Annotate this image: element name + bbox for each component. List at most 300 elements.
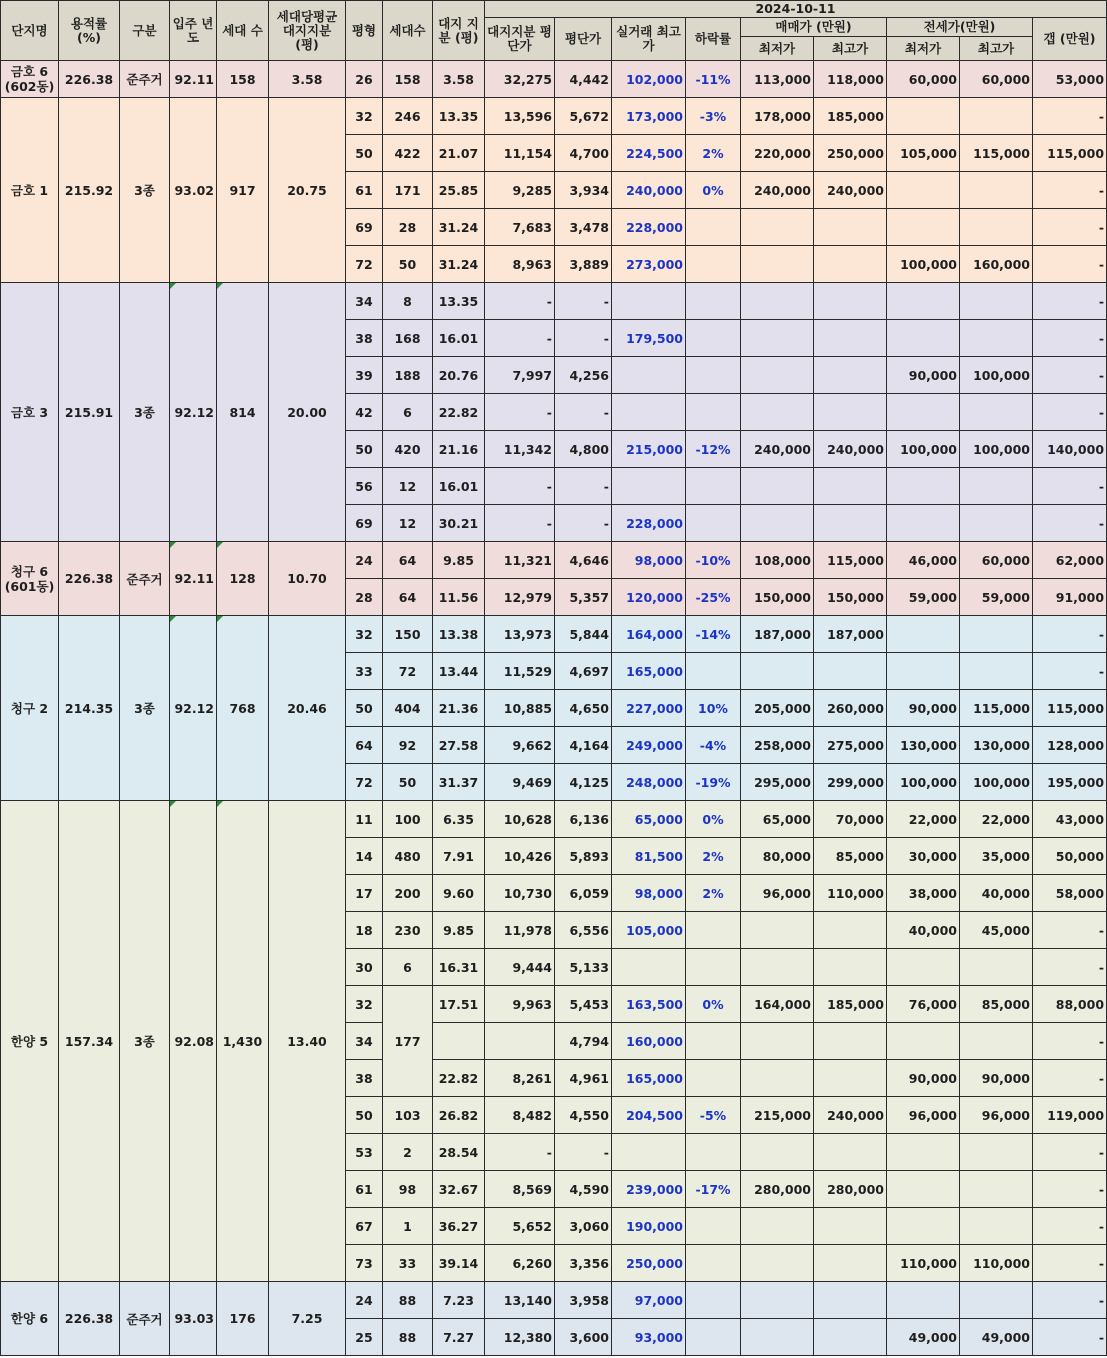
count-cell[interactable]: 158 — [383, 61, 433, 98]
land-cell[interactable]: 21.16 — [433, 431, 485, 468]
floor-area-ratio-cell[interactable]: 157.34 — [59, 801, 120, 1282]
land-cell[interactable]: 26.82 — [433, 1097, 485, 1134]
gap-cell[interactable]: 88,000 — [1033, 986, 1107, 1023]
household-units-cell[interactable]: 176 — [217, 1282, 269, 1356]
land-price-cell[interactable]: 10,426 — [485, 838, 555, 875]
complex-name-cell[interactable]: 청구 2 — [1, 616, 59, 801]
sale-low-cell[interactable]: 80,000 — [741, 838, 814, 875]
max-trade-cell[interactable]: 173,000 — [612, 98, 686, 135]
count-cell[interactable]: 64 — [383, 579, 433, 616]
size-cell[interactable]: 64 — [346, 727, 383, 764]
gap-cell[interactable]: 62,000 — [1033, 542, 1107, 579]
size-cell[interactable]: 39 — [346, 357, 383, 394]
land-price-cell[interactable]: 8,482 — [485, 1097, 555, 1134]
land-cell[interactable]: 13.35 — [433, 98, 485, 135]
max-trade-cell[interactable] — [612, 357, 686, 394]
avg-land-share-cell[interactable]: 20.46 — [269, 616, 346, 801]
pyeong-price-cell[interactable]: 4,697 — [555, 653, 612, 690]
land-price-cell[interactable]: 9,963 — [485, 986, 555, 1023]
land-price-cell[interactable]: - — [485, 1134, 555, 1171]
floor-area-ratio-cell[interactable]: 215.91 — [59, 283, 120, 542]
sale-high-cell[interactable] — [814, 357, 887, 394]
header-floor-area-ratio[interactable]: 용적률 (%) — [59, 1, 120, 61]
jeonse-high-cell[interactable] — [960, 209, 1033, 246]
zoning-type-cell[interactable]: 준주거 — [120, 1282, 170, 1356]
sale-low-cell[interactable]: 108,000 — [741, 542, 814, 579]
count-cell[interactable]: 12 — [383, 505, 433, 542]
gap-cell[interactable]: 91,000 — [1033, 579, 1107, 616]
jeonse-high-cell[interactable] — [960, 320, 1033, 357]
land-price-cell[interactable] — [485, 1023, 555, 1060]
pyeong-price-cell[interactable]: 3,356 — [555, 1245, 612, 1282]
pyeong-price-cell[interactable]: 4,794 — [555, 1023, 612, 1060]
pyeong-price-cell[interactable]: 4,650 — [555, 690, 612, 727]
size-cell[interactable]: 30 — [346, 949, 383, 986]
move-in-year-cell[interactable]: 92.12 — [170, 283, 217, 542]
sale-low-cell[interactable] — [741, 1245, 814, 1282]
drop-rate-cell[interactable] — [686, 949, 741, 986]
size-cell[interactable]: 50 — [346, 690, 383, 727]
jeonse-low-cell[interactable]: 46,000 — [887, 542, 960, 579]
max-trade-cell[interactable]: 160,000 — [612, 1023, 686, 1060]
land-price-cell[interactable]: 8,261 — [485, 1060, 555, 1097]
header-pyeong-price[interactable]: 평단가 — [555, 18, 612, 61]
land-price-cell[interactable]: - — [485, 320, 555, 357]
jeonse-high-cell[interactable] — [960, 172, 1033, 209]
land-price-cell[interactable]: - — [485, 283, 555, 320]
size-cell[interactable]: 73 — [346, 1245, 383, 1282]
count-cell[interactable]: 246 — [383, 98, 433, 135]
gap-cell[interactable]: - — [1033, 357, 1107, 394]
max-trade-cell[interactable]: 165,000 — [612, 653, 686, 690]
land-cell[interactable]: 9.85 — [433, 912, 485, 949]
move-in-year-cell[interactable]: 93.03 — [170, 1282, 217, 1356]
gap-cell[interactable]: - — [1033, 912, 1107, 949]
jeonse-high-cell[interactable]: 115,000 — [960, 690, 1033, 727]
sale-high-cell[interactable] — [814, 1319, 887, 1356]
header-household-units[interactable]: 세대 수 — [217, 1, 269, 61]
max-trade-cell[interactable]: 227,000 — [612, 690, 686, 727]
land-price-cell[interactable]: 11,321 — [485, 542, 555, 579]
jeonse-high-cell[interactable]: 130,000 — [960, 727, 1033, 764]
drop-rate-cell[interactable] — [686, 1134, 741, 1171]
max-trade-cell[interactable]: 105,000 — [612, 912, 686, 949]
land-cell[interactable]: 20.76 — [433, 357, 485, 394]
sale-low-cell[interactable]: 240,000 — [741, 172, 814, 209]
jeonse-high-cell[interactable]: 110,000 — [960, 1245, 1033, 1282]
sale-high-cell[interactable] — [814, 1060, 887, 1097]
land-cell[interactable]: 13.38 — [433, 616, 485, 653]
sale-low-cell[interactable] — [741, 283, 814, 320]
land-cell[interactable]: 25.85 — [433, 172, 485, 209]
sale-high-cell[interactable] — [814, 1134, 887, 1171]
sale-low-cell[interactable] — [741, 209, 814, 246]
jeonse-low-cell[interactable] — [887, 98, 960, 135]
complex-name-cell[interactable]: 청구 6 (601동) — [1, 542, 59, 616]
jeonse-low-cell[interactable]: 90,000 — [887, 357, 960, 394]
gap-cell[interactable]: - — [1033, 1319, 1107, 1356]
gap-cell[interactable]: - — [1033, 1060, 1107, 1097]
max-trade-cell[interactable]: 190,000 — [612, 1208, 686, 1245]
jeonse-high-cell[interactable] — [960, 1023, 1033, 1060]
count-cell[interactable]: 2 — [383, 1134, 433, 1171]
land-price-cell[interactable]: 13,596 — [485, 98, 555, 135]
sale-low-cell[interactable]: 295,000 — [741, 764, 814, 801]
zoning-type-cell[interactable]: 3종 — [120, 283, 170, 542]
land-cell[interactable]: 16.01 — [433, 468, 485, 505]
land-cell[interactable]: 11.56 — [433, 579, 485, 616]
max-trade-cell[interactable]: 250,000 — [612, 1245, 686, 1282]
count-cell[interactable]: 420 — [383, 431, 433, 468]
land-price-cell[interactable]: 8,569 — [485, 1171, 555, 1208]
floor-area-ratio-cell[interactable]: 215.92 — [59, 98, 120, 283]
jeonse-high-cell[interactable]: 60,000 — [960, 61, 1033, 98]
pyeong-price-cell[interactable]: 6,136 — [555, 801, 612, 838]
header-land-share[interactable]: 대지 지분 (평) — [433, 1, 485, 61]
avg-land-share-cell[interactable]: 3.58 — [269, 61, 346, 98]
jeonse-high-cell[interactable]: 45,000 — [960, 912, 1033, 949]
size-cell[interactable]: 61 — [346, 172, 383, 209]
gap-cell[interactable]: - — [1033, 1134, 1107, 1171]
land-cell[interactable]: 22.82 — [433, 394, 485, 431]
header-date[interactable]: 2024-10-11 — [485, 1, 1107, 18]
pyeong-price-cell[interactable]: 4,646 — [555, 542, 612, 579]
count-cell[interactable]: 188 — [383, 357, 433, 394]
land-price-cell[interactable]: - — [485, 505, 555, 542]
jeonse-high-cell[interactable]: 90,000 — [960, 1060, 1033, 1097]
pyeong-price-cell[interactable]: 4,550 — [555, 1097, 612, 1134]
land-cell[interactable]: 7.27 — [433, 1319, 485, 1356]
complex-name-cell[interactable]: 금호 3 — [1, 283, 59, 542]
land-cell[interactable]: 21.07 — [433, 135, 485, 172]
jeonse-low-cell[interactable]: 59,000 — [887, 579, 960, 616]
header-jeonse-low[interactable]: 최저가 — [887, 37, 960, 61]
jeonse-high-cell[interactable]: 85,000 — [960, 986, 1033, 1023]
drop-rate-cell[interactable] — [686, 653, 741, 690]
count-cell[interactable]: 150 — [383, 616, 433, 653]
jeonse-low-cell[interactable] — [887, 394, 960, 431]
jeonse-high-cell[interactable]: 115,000 — [960, 135, 1033, 172]
sale-low-cell[interactable] — [741, 1023, 814, 1060]
sale-high-cell[interactable]: 115,000 — [814, 542, 887, 579]
sale-high-cell[interactable]: 260,000 — [814, 690, 887, 727]
max-trade-cell[interactable]: 240,000 — [612, 172, 686, 209]
gap-cell[interactable]: 43,000 — [1033, 801, 1107, 838]
sale-high-cell[interactable]: 240,000 — [814, 431, 887, 468]
zoning-type-cell[interactable]: 준주거 — [120, 542, 170, 616]
sale-high-cell[interactable]: 280,000 — [814, 1171, 887, 1208]
drop-rate-cell[interactable]: -19% — [686, 764, 741, 801]
count-cell[interactable]: 33 — [383, 1245, 433, 1282]
gap-cell[interactable]: - — [1033, 394, 1107, 431]
pyeong-price-cell[interactable]: 4,125 — [555, 764, 612, 801]
pyeong-price-cell[interactable]: 3,958 — [555, 1282, 612, 1319]
jeonse-low-cell[interactable] — [887, 616, 960, 653]
gap-cell[interactable]: - — [1033, 209, 1107, 246]
count-cell[interactable]: 6 — [383, 394, 433, 431]
land-cell[interactable]: 6.35 — [433, 801, 485, 838]
sale-low-cell[interactable]: 220,000 — [741, 135, 814, 172]
jeonse-low-cell[interactable]: 105,000 — [887, 135, 960, 172]
header-sale-high[interactable]: 최고가 — [814, 37, 887, 61]
count-cell[interactable]: 422 — [383, 135, 433, 172]
land-price-cell[interactable]: 6,260 — [485, 1245, 555, 1282]
complex-name-cell[interactable]: 금호 1 — [1, 98, 59, 283]
pyeong-price-cell[interactable]: 3,889 — [555, 246, 612, 283]
jeonse-high-cell[interactable] — [960, 1171, 1033, 1208]
size-cell[interactable]: 34 — [346, 1023, 383, 1060]
pyeong-price-cell[interactable]: 6,556 — [555, 912, 612, 949]
sale-high-cell[interactable]: 185,000 — [814, 98, 887, 135]
drop-rate-cell[interactable]: -5% — [686, 1097, 741, 1134]
size-cell[interactable]: 11 — [346, 801, 383, 838]
land-cell[interactable]: 13.35 — [433, 283, 485, 320]
gap-cell[interactable]: - — [1033, 320, 1107, 357]
size-cell[interactable]: 24 — [346, 1282, 383, 1319]
land-price-cell[interactable]: 12,380 — [485, 1319, 555, 1356]
pyeong-price-cell[interactable]: 4,590 — [555, 1171, 612, 1208]
gap-cell[interactable]: 119,000 — [1033, 1097, 1107, 1134]
jeonse-high-cell[interactable] — [960, 283, 1033, 320]
max-trade-cell[interactable] — [612, 394, 686, 431]
jeonse-low-cell[interactable]: 49,000 — [887, 1319, 960, 1356]
land-price-cell[interactable]: 11,978 — [485, 912, 555, 949]
land-cell[interactable]: 31.24 — [433, 209, 485, 246]
land-price-cell[interactable]: 9,662 — [485, 727, 555, 764]
pyeong-price-cell[interactable]: 5,453 — [555, 986, 612, 1023]
land-price-cell[interactable]: 12,979 — [485, 579, 555, 616]
sale-high-cell[interactable] — [814, 283, 887, 320]
jeonse-low-cell[interactable] — [887, 209, 960, 246]
sale-high-cell[interactable]: 275,000 — [814, 727, 887, 764]
jeonse-low-cell[interactable]: 22,000 — [887, 801, 960, 838]
sale-low-cell[interactable]: 258,000 — [741, 727, 814, 764]
size-cell[interactable]: 72 — [346, 764, 383, 801]
drop-rate-cell[interactable]: 0% — [686, 986, 741, 1023]
land-cell[interactable]: 28.54 — [433, 1134, 485, 1171]
gap-cell[interactable]: - — [1033, 468, 1107, 505]
max-trade-cell[interactable]: 98,000 — [612, 875, 686, 912]
complex-name-cell[interactable]: 한양 6 — [1, 1282, 59, 1356]
sale-high-cell[interactable]: 70,000 — [814, 801, 887, 838]
size-cell[interactable]: 53 — [346, 1134, 383, 1171]
land-cell[interactable]: 16.31 — [433, 949, 485, 986]
max-trade-cell[interactable] — [612, 468, 686, 505]
land-cell[interactable]: 9.60 — [433, 875, 485, 912]
jeonse-low-cell[interactable] — [887, 468, 960, 505]
count-cell[interactable]: 88 — [383, 1319, 433, 1356]
land-price-cell[interactable]: 8,963 — [485, 246, 555, 283]
pyeong-price-cell[interactable]: 4,800 — [555, 431, 612, 468]
count-cell[interactable]: 1 — [383, 1208, 433, 1245]
sale-high-cell[interactable] — [814, 653, 887, 690]
pyeong-price-cell[interactable]: 4,442 — [555, 61, 612, 98]
household-units-cell[interactable]: 128 — [217, 542, 269, 616]
header-drop-rate[interactable]: 하락률 — [686, 18, 741, 61]
land-cell[interactable]: 7.23 — [433, 1282, 485, 1319]
drop-rate-cell[interactable]: -4% — [686, 727, 741, 764]
jeonse-high-cell[interactable] — [960, 1134, 1033, 1171]
pyeong-price-cell[interactable]: 5,357 — [555, 579, 612, 616]
complex-name-cell[interactable]: 한양 5 — [1, 801, 59, 1282]
drop-rate-cell[interactable] — [686, 1245, 741, 1282]
jeonse-low-cell[interactable]: 38,000 — [887, 875, 960, 912]
size-cell[interactable]: 17 — [346, 875, 383, 912]
count-cell[interactable]: 50 — [383, 764, 433, 801]
gap-cell[interactable]: - — [1033, 283, 1107, 320]
sale-low-cell[interactable]: 96,000 — [741, 875, 814, 912]
max-trade-cell[interactable] — [612, 1134, 686, 1171]
land-price-cell[interactable]: - — [485, 394, 555, 431]
pyeong-price-cell[interactable]: - — [555, 468, 612, 505]
gap-cell[interactable]: - — [1033, 98, 1107, 135]
max-trade-cell[interactable]: 215,000 — [612, 431, 686, 468]
land-cell[interactable]: 32.67 — [433, 1171, 485, 1208]
sale-low-cell[interactable] — [741, 1134, 814, 1171]
drop-rate-cell[interactable]: 2% — [686, 135, 741, 172]
jeonse-high-cell[interactable]: 40,000 — [960, 875, 1033, 912]
move-in-year-cell[interactable]: 92.12 — [170, 616, 217, 801]
max-trade-cell[interactable]: 228,000 — [612, 209, 686, 246]
gap-cell[interactable]: 53,000 — [1033, 61, 1107, 98]
max-trade-cell[interactable]: 102,000 — [612, 61, 686, 98]
max-trade-cell[interactable]: 273,000 — [612, 246, 686, 283]
land-cell[interactable]: 30.21 — [433, 505, 485, 542]
pyeong-price-cell[interactable]: - — [555, 505, 612, 542]
max-trade-cell[interactable] — [612, 949, 686, 986]
pyeong-price-cell[interactable]: 4,700 — [555, 135, 612, 172]
max-trade-cell[interactable]: 179,500 — [612, 320, 686, 357]
avg-land-share-cell[interactable]: 20.75 — [269, 98, 346, 283]
count-cell[interactable]: 171 — [383, 172, 433, 209]
jeonse-low-cell[interactable] — [887, 949, 960, 986]
jeonse-high-cell[interactable] — [960, 653, 1033, 690]
sale-high-cell[interactable] — [814, 246, 887, 283]
zoning-type-cell[interactable]: 3종 — [120, 98, 170, 283]
jeonse-high-cell[interactable]: 22,000 — [960, 801, 1033, 838]
pyeong-price-cell[interactable]: - — [555, 320, 612, 357]
sale-low-cell[interactable]: 240,000 — [741, 431, 814, 468]
gap-cell[interactable]: - — [1033, 1171, 1107, 1208]
drop-rate-cell[interactable] — [686, 912, 741, 949]
sale-low-cell[interactable] — [741, 1208, 814, 1245]
max-trade-cell[interactable]: 163,500 — [612, 986, 686, 1023]
land-price-cell[interactable]: 11,529 — [485, 653, 555, 690]
land-cell[interactable]: 13.44 — [433, 653, 485, 690]
jeonse-high-cell[interactable] — [960, 98, 1033, 135]
size-cell[interactable]: 69 — [346, 209, 383, 246]
gap-cell[interactable]: 140,000 — [1033, 431, 1107, 468]
drop-rate-cell[interactable]: -14% — [686, 616, 741, 653]
drop-rate-cell[interactable] — [686, 1023, 741, 1060]
jeonse-low-cell[interactable]: 90,000 — [887, 1060, 960, 1097]
sale-high-cell[interactable]: 240,000 — [814, 172, 887, 209]
jeonse-low-cell[interactable]: 110,000 — [887, 1245, 960, 1282]
header-sale-price[interactable]: 매매가 (만원) — [741, 18, 887, 37]
size-cell[interactable]: 32 — [346, 98, 383, 135]
size-cell[interactable]: 61 — [346, 1171, 383, 1208]
pyeong-price-cell[interactable]: 5,844 — [555, 616, 612, 653]
drop-rate-cell[interactable]: 0% — [686, 801, 741, 838]
sale-low-cell[interactable] — [741, 468, 814, 505]
count-cell[interactable]: 100 — [383, 801, 433, 838]
land-price-cell[interactable]: 7,683 — [485, 209, 555, 246]
sale-high-cell[interactable] — [814, 1208, 887, 1245]
floor-area-ratio-cell[interactable]: 214.35 — [59, 616, 120, 801]
drop-rate-cell[interactable]: -10% — [686, 542, 741, 579]
sale-low-cell[interactable] — [741, 357, 814, 394]
land-cell[interactable]: 3.58 — [433, 61, 485, 98]
gap-cell[interactable]: 128,000 — [1033, 727, 1107, 764]
count-cell[interactable]: 98 — [383, 1171, 433, 1208]
land-cell[interactable]: 27.58 — [433, 727, 485, 764]
sale-high-cell[interactable]: 110,000 — [814, 875, 887, 912]
max-trade-cell[interactable]: 228,000 — [612, 505, 686, 542]
sale-high-cell[interactable] — [814, 1282, 887, 1319]
max-trade-cell[interactable]: 204,500 — [612, 1097, 686, 1134]
sale-low-cell[interactable]: 280,000 — [741, 1171, 814, 1208]
header-pyeong-size[interactable]: 평형 — [346, 1, 383, 61]
gap-cell[interactable]: - — [1033, 1245, 1107, 1282]
land-price-cell[interactable]: 9,469 — [485, 764, 555, 801]
household-units-cell[interactable]: 158 — [217, 61, 269, 98]
count-cell[interactable]: 92 — [383, 727, 433, 764]
size-cell[interactable]: 72 — [346, 246, 383, 283]
gap-cell[interactable]: - — [1033, 505, 1107, 542]
zoning-type-cell[interactable]: 준주거 — [120, 61, 170, 98]
count-cell[interactable]: 6 — [383, 949, 433, 986]
sale-high-cell[interactable] — [814, 1245, 887, 1282]
sale-high-cell[interactable]: 118,000 — [814, 61, 887, 98]
size-cell[interactable]: 38 — [346, 1060, 383, 1097]
header-jeonse-price[interactable]: 전세가(만원) — [887, 18, 1033, 37]
drop-rate-cell[interactable] — [686, 320, 741, 357]
pyeong-price-cell[interactable]: 3,478 — [555, 209, 612, 246]
pyeong-price-cell[interactable]: 4,256 — [555, 357, 612, 394]
pyeong-price-cell[interactable]: 5,893 — [555, 838, 612, 875]
jeonse-low-cell[interactable] — [887, 1023, 960, 1060]
jeonse-high-cell[interactable] — [960, 949, 1033, 986]
land-price-cell[interactable]: 9,285 — [485, 172, 555, 209]
gap-cell[interactable]: 58,000 — [1033, 875, 1107, 912]
sale-high-cell[interactable]: 185,000 — [814, 986, 887, 1023]
sale-low-cell[interactable]: 215,000 — [741, 1097, 814, 1134]
jeonse-high-cell[interactable] — [960, 616, 1033, 653]
max-trade-cell[interactable]: 165,000 — [612, 1060, 686, 1097]
land-price-cell[interactable]: 11,154 — [485, 135, 555, 172]
avg-land-share-cell[interactable]: 20.00 — [269, 283, 346, 542]
jeonse-low-cell[interactable]: 96,000 — [887, 1097, 960, 1134]
pyeong-price-cell[interactable]: 3,600 — [555, 1319, 612, 1356]
drop-rate-cell[interactable] — [686, 505, 741, 542]
floor-area-ratio-cell[interactable]: 226.38 — [59, 61, 120, 98]
land-cell[interactable] — [433, 1023, 485, 1060]
jeonse-high-cell[interactable]: 59,000 — [960, 579, 1033, 616]
count-cell[interactable]: 50 — [383, 246, 433, 283]
pyeong-price-cell[interactable]: 4,961 — [555, 1060, 612, 1097]
count-cell[interactable]: 177 — [383, 986, 433, 1097]
size-cell[interactable]: 18 — [346, 912, 383, 949]
jeonse-low-cell[interactable]: 40,000 — [887, 912, 960, 949]
header-jeonse-high[interactable]: 최고가 — [960, 37, 1033, 61]
jeonse-high-cell[interactable]: 100,000 — [960, 764, 1033, 801]
jeonse-low-cell[interactable]: 76,000 — [887, 986, 960, 1023]
sale-low-cell[interactable] — [741, 949, 814, 986]
size-cell[interactable]: 38 — [346, 320, 383, 357]
count-cell[interactable]: 72 — [383, 653, 433, 690]
size-cell[interactable]: 26 — [346, 61, 383, 98]
max-trade-cell[interactable]: 224,500 — [612, 135, 686, 172]
